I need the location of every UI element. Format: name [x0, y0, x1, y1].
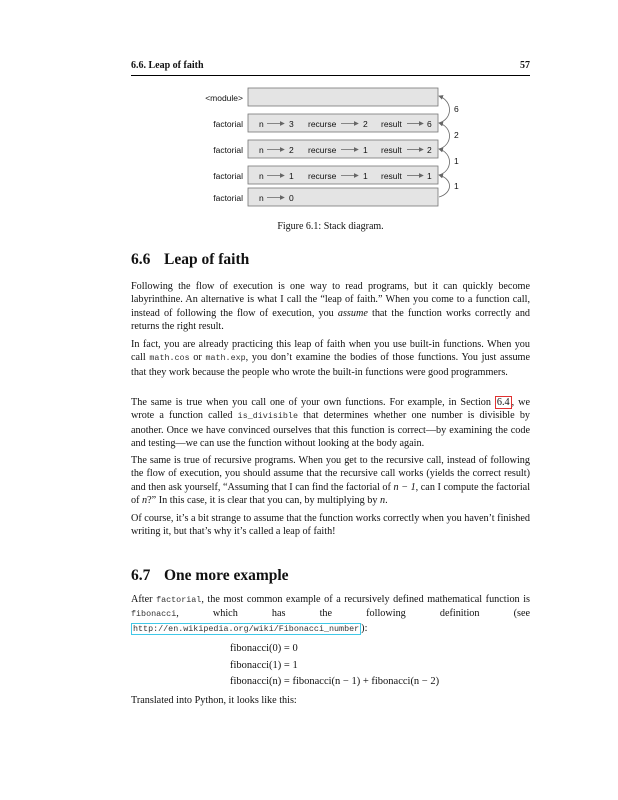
- frame-3: [213, 166, 438, 184]
- text: , you don’t examine the bodies of those functions. You just assume that they work because the people who wrote the built-in functions were good programmers.: [131, 352, 531, 378]
- var-recurse: recurse: [308, 145, 337, 155]
- text: ?” In this case, it is clear that you can, by multiplying by: [147, 495, 378, 507]
- text: , which has the following definition (see: [176, 608, 530, 620]
- text: In fact, you are already practicing this leap of faith when you use built-in functions. When you call: [131, 339, 530, 364]
- inline-code: is_divisible: [237, 411, 298, 422]
- frame-box: [248, 140, 438, 158]
- text: , the most common example of a recursively defined mathematical function is: [201, 594, 530, 605]
- var-result: result: [381, 119, 402, 129]
- section-title: Leap of faith: [164, 251, 250, 268]
- wikipedia-link[interactable]: http://en.wikipedia.org/wiki/Fibonacci_number: [133, 623, 360, 634]
- module-frame: [248, 88, 438, 106]
- inline-code: math.exp: [205, 353, 246, 364]
- stack-diagram: [195, 82, 475, 212]
- var-recurse: recurse: [308, 119, 337, 129]
- inline-code: fibonacci: [131, 609, 177, 620]
- return-value: 6: [454, 104, 459, 114]
- text: Following the flow of execution is one way to read programs, but it can quickly become labyrinthine. An alternative is what I call the “leap of faith.” When you come to a function call, instead of following the flow of execution, you: [131, 281, 530, 319]
- return-value: 1: [454, 156, 459, 166]
- frame-label: factorial: [213, 193, 243, 203]
- paragraph: [131, 280, 530, 334]
- section-title: One more example: [164, 567, 289, 584]
- text: Of course, it’s a bit strange to assume that the function works correctly when you haven’t finished writing it, but that’s why it’s called a leap of faith!: [131, 513, 531, 538]
- value-n: 1: [289, 171, 294, 181]
- text: that the function works correctly and returns the right result.: [131, 307, 531, 333]
- module-label: <module>: [205, 93, 243, 103]
- frame-box: [248, 166, 438, 184]
- paragraph: [131, 593, 530, 636]
- header-section-title: 6.6. Leap of faith: [131, 60, 204, 71]
- var-n: n: [259, 171, 264, 181]
- inline-code: math.cos: [149, 353, 190, 364]
- value-recurse: 2: [363, 119, 368, 129]
- section-number: 6.7: [131, 567, 151, 584]
- text: that determines whether one number is divisible by another. Once we have convinced ourselves that this function is correct—by examining the code and testing—we can use the function without looking at the body again.: [131, 410, 531, 450]
- value-result: 2: [427, 145, 432, 155]
- text: or: [193, 352, 202, 364]
- frame-1: [213, 114, 438, 132]
- text: The same is true of recursive programs. When you get to the recursive call, instead of following the flow of execution, you should assume that the recursive call works (yields the correct result) and then ask yourself, “Assuming that I can find the factorial of: [131, 455, 530, 493]
- running-header: [131, 60, 530, 71]
- text: After: [131, 594, 153, 605]
- frame-box: [248, 188, 438, 206]
- header-rule: [131, 75, 530, 76]
- paragraph: [131, 454, 530, 508]
- text: , can I compute the factorial of: [131, 481, 531, 507]
- value-result: 1: [427, 171, 432, 181]
- var-result: result: [381, 171, 402, 181]
- var-n: n: [259, 119, 264, 129]
- var-n: n: [259, 193, 264, 203]
- value-recurse: 1: [363, 171, 368, 181]
- paragraph: [131, 694, 530, 707]
- equation: fibonacci(0) = 0: [230, 643, 298, 654]
- math: n − 1: [393, 481, 416, 493]
- return-arrow: [439, 123, 450, 149]
- equation: fibonacci(n) = fibonacci(n − 1) + fibonacci(n − 2): [230, 676, 440, 687]
- figure-caption: Figure 6.1: Stack diagram.: [277, 221, 384, 232]
- value-n: 0: [289, 193, 294, 203]
- text: .: [385, 495, 388, 507]
- return-arrow: [439, 149, 450, 175]
- text: , we wrote a function called: [131, 397, 530, 422]
- header-page-number: 57: [520, 60, 530, 71]
- value-n: 2: [289, 145, 294, 155]
- frame-4: [213, 188, 438, 206]
- fibonacci-definition: [230, 641, 439, 691]
- emphasis: assume: [337, 307, 368, 319]
- value-result: 6: [427, 119, 432, 129]
- var-result: result: [381, 145, 402, 155]
- text: The same is true when you call one of your own functions. For example, in Section: [131, 397, 491, 408]
- frame-label: factorial: [213, 171, 243, 181]
- text: Translated into Python, it looks like this:: [131, 695, 297, 706]
- frame-2: [213, 140, 438, 158]
- inline-code: factorial: [156, 595, 202, 605]
- var-recurse: recurse: [308, 171, 337, 181]
- return-arrow: [439, 96, 450, 123]
- return-arrow: [439, 175, 450, 197]
- math: n: [379, 495, 386, 507]
- var-n: n: [259, 145, 264, 155]
- paragraph: [131, 338, 530, 379]
- frame-box: [248, 114, 438, 132]
- math: n: [142, 495, 148, 507]
- frame-label: factorial: [213, 119, 243, 129]
- section-number: 6.6: [131, 251, 151, 268]
- value-recurse: 1: [363, 145, 368, 155]
- section-heading-6-7: [131, 567, 289, 585]
- frame-label: factorial: [213, 145, 243, 155]
- section-reference-link[interactable]: 6.4: [496, 397, 510, 408]
- equation: fibonacci(1) = 1: [230, 659, 298, 671]
- text: ):: [361, 622, 368, 634]
- return-value: 2: [454, 130, 459, 140]
- section-heading-6-6: [131, 251, 249, 269]
- paragraph: [131, 396, 530, 451]
- paragraph: [131, 512, 530, 539]
- value-n: 3: [289, 119, 294, 129]
- return-value: 1: [454, 181, 459, 191]
